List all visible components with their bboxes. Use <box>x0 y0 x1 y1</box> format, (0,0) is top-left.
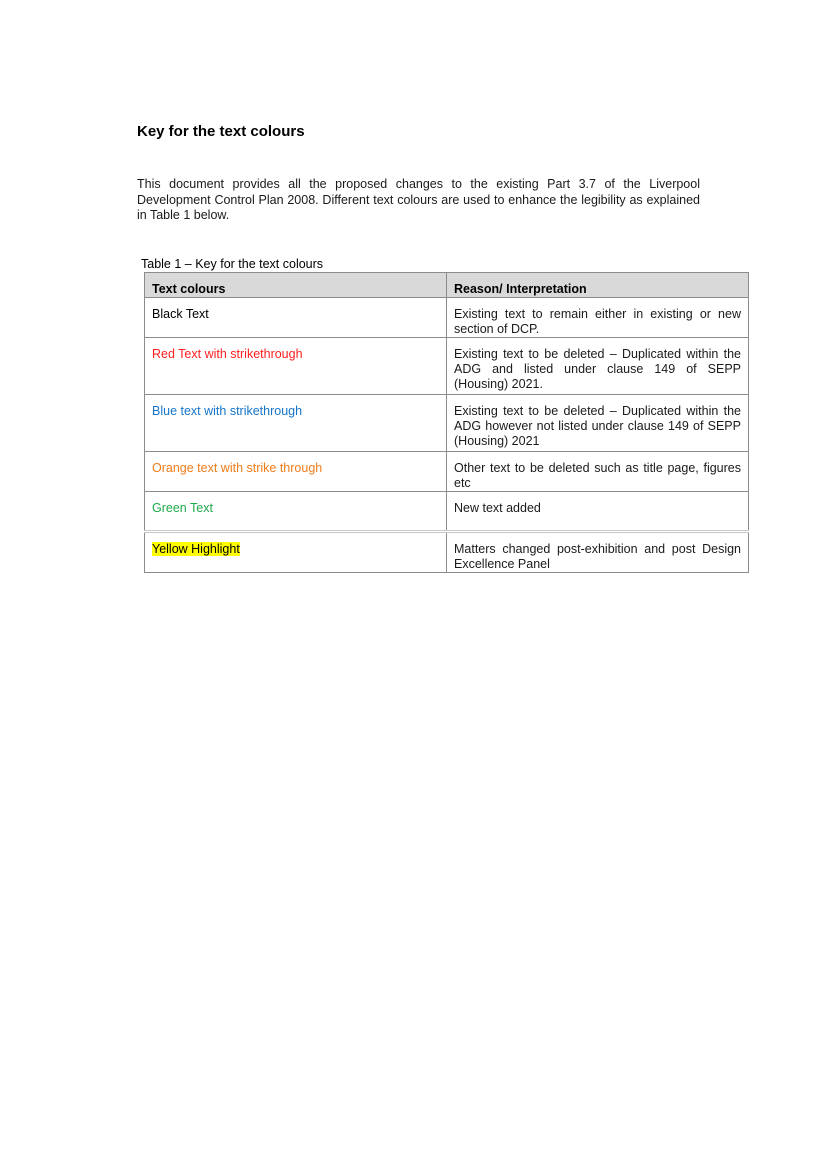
table-row <box>145 395 749 452</box>
table-row <box>145 452 749 492</box>
table-row <box>145 338 749 395</box>
colour-label-cell <box>145 338 447 395</box>
reason-cell: Existing text to be deleted – Duplicated within the ADG and listed under clause 149 of SEPP (Housing) 2021. <box>447 338 749 395</box>
colour-label-cell <box>145 395 447 452</box>
reason-cell: Other text to be deleted such as title page, figures etc <box>447 452 749 492</box>
colour-label-cell <box>145 452 447 492</box>
reason-cell: New text added <box>447 492 749 532</box>
table-caption: Table 1 – Key for the text colours <box>141 257 324 271</box>
colour-label-cell <box>145 492 447 532</box>
intro-paragraph: This document provides all the proposed changes to the existing Part 3.7 of the Liverpool Development Control Plan 2008. Different text colours are used to enhance the legibility as explained in Table 1 below. <box>137 177 700 222</box>
reason-cell: Existing text to remain either in existing or new section of DCP. <box>447 298 749 338</box>
colour-label: Green Text <box>152 501 213 515</box>
text-colour-key-table <box>144 272 749 573</box>
colour-label: Red Text with strikethrough <box>152 347 303 361</box>
header-reason: Reason/ Interpretation <box>447 273 749 298</box>
colour-label: Blue text with strikethrough <box>152 404 303 418</box>
table-row <box>145 492 749 532</box>
colour-label: Black Text <box>152 307 209 321</box>
colour-label-cell <box>145 298 447 338</box>
colour-label-cell <box>145 532 447 573</box>
colour-label: Orange text with strike through <box>152 461 323 475</box>
table-row <box>145 298 749 338</box>
header-text-colours: Text colours <box>145 273 447 298</box>
table-header-row <box>145 273 749 298</box>
reason-cell: Existing text to be deleted – Duplicated within the ADG however not listed under clause 149 of SEPP (Housing) 2021 <box>447 395 749 452</box>
table-row <box>145 532 749 573</box>
reason-cell: Matters changed post-exhibition and post Design Excellence Panel <box>447 532 749 573</box>
colour-label-highlighted: Yellow Highlight <box>152 542 240 556</box>
section-heading: Key for the text colours <box>137 123 305 140</box>
